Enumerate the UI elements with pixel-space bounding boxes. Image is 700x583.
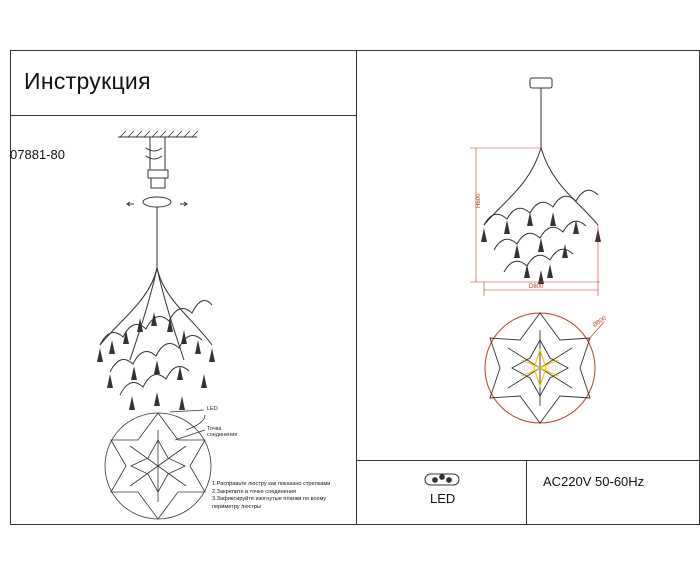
power-spec: AC220V 50-60Hz bbox=[543, 474, 645, 489]
page-title: Инструкция bbox=[24, 68, 151, 94]
joint-callout-1: Точка bbox=[207, 426, 222, 432]
step-3: 3.Зафиксируйте изогнутые планки по всему bbox=[212, 496, 327, 503]
diameter-top-label: Ø800 bbox=[592, 315, 608, 329]
top-view-pattern bbox=[485, 313, 604, 423]
step-3-cont: периметру люстры bbox=[212, 503, 262, 510]
height-label: H600 bbox=[476, 193, 482, 208]
joint-callout-2: соединения bbox=[207, 432, 238, 438]
hanging-loop-icon bbox=[530, 78, 552, 148]
side-view-chandelier bbox=[481, 148, 601, 284]
led-symbol-icon bbox=[425, 474, 459, 485]
led-callout: LED bbox=[207, 406, 218, 412]
step-1: 1.Расправьте люстру как показано стрелками bbox=[212, 481, 331, 487]
diameter-label: D800 bbox=[529, 284, 544, 290]
step-2: 2.Закрепите в точке соединения bbox=[212, 488, 297, 495]
led-label: LED bbox=[430, 491, 456, 506]
model-number: 07881-80 bbox=[10, 147, 65, 162]
